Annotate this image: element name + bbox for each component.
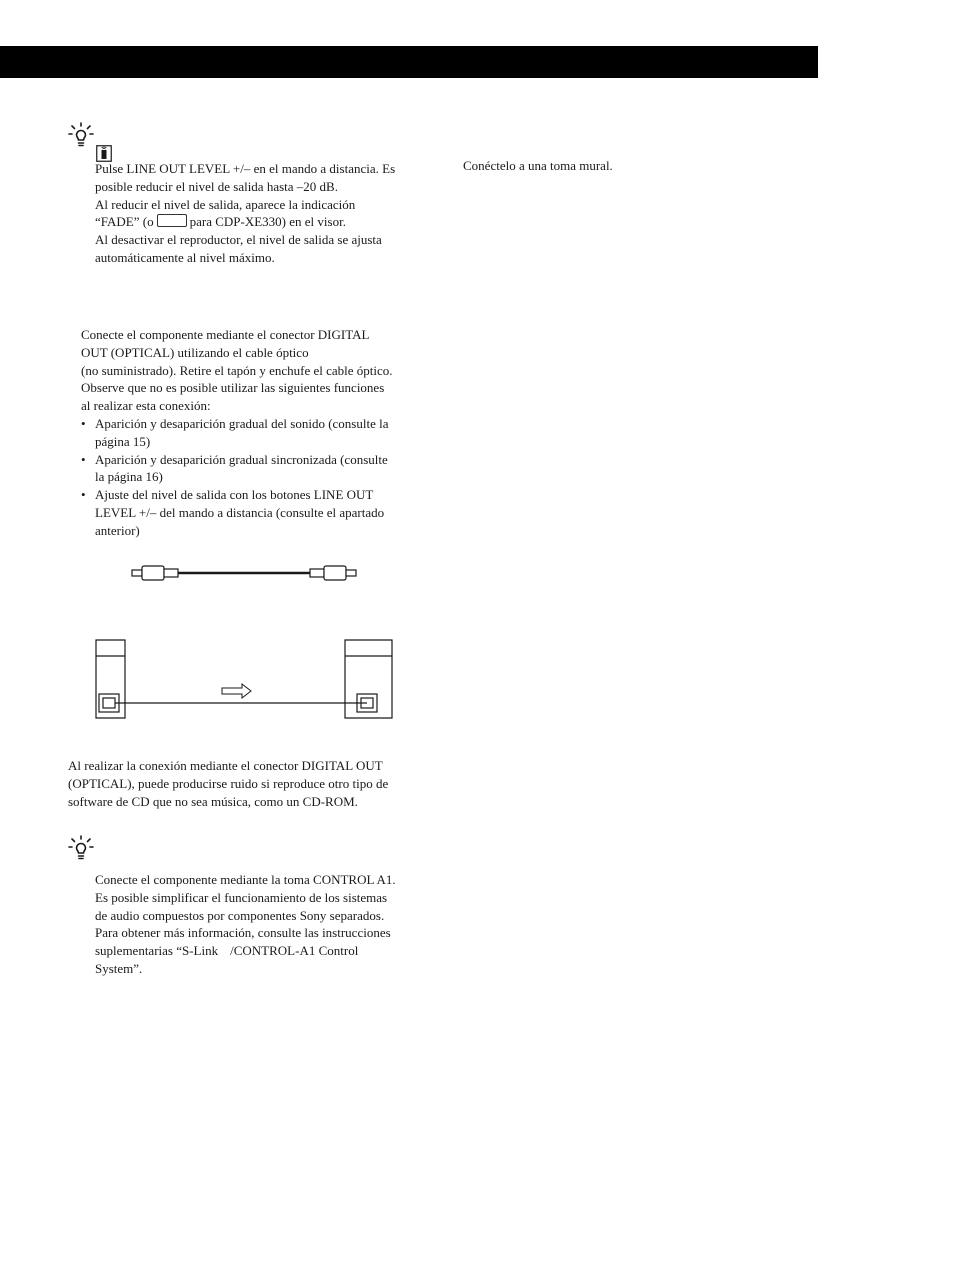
display-indicator-icon [157, 214, 187, 227]
tip2-text [95, 871, 435, 978]
tip1-line: Pulse LINE OUT LEVEL +/– en el mando a distancia. Es [95, 161, 396, 176]
tip1-line: Al desactivar el reproductor, el nivel de salida se ajusta [95, 232, 382, 248]
slink-text-after: /CONTROL-A1 Control [230, 943, 359, 959]
tip1-line: Al reducir el nivel de salida, aparece la indicación [95, 196, 356, 212]
digital-limitations-list [81, 415, 431, 540]
fade-text-before: “FADE” (o [95, 214, 154, 230]
tip1-text [95, 160, 435, 267]
noise-note [68, 757, 438, 810]
tip2-line: Conecte el componente mediante la toma CONTROL A1. [95, 872, 396, 887]
digital-intro-line: (no suministrado). Retire el tapón y enchufe el cable óptico. [81, 362, 393, 378]
lightbulb-tip-icon [68, 122, 94, 148]
note-line: Al realizar la conexión mediante el conector DIGITAL OUT [68, 758, 383, 773]
note-line: (OPTICAL), puede producirse ruido si reproduce otro tipo de [68, 775, 389, 791]
list-item: • Aparición y desaparición gradual sincronizada (consulte la página 16) [81, 451, 431, 487]
tip1-line: automáticamente al nivel máximo. [95, 249, 275, 265]
slink-text-before: suplementarias “S-Link [95, 943, 219, 959]
list-item: • Ajuste del nivel de salida con los botones LINE OUT LEVEL +/– del mando a distancia (consulte el apartado anterior) [81, 486, 431, 539]
tip1-line: posible reducir el nivel de salida hasta –20 dB. [95, 178, 338, 194]
connection-diagram [94, 636, 396, 722]
tip2-line: Es posible simplificar el funcionamiento de los sistemas [95, 889, 388, 905]
fade-text-after: para CDP-XE330) en el visor. [189, 214, 346, 230]
list-item: • Aparición y desaparición gradual del sonido (consulte la página 15) [81, 415, 431, 451]
digital-intro-line: OUT (OPTICAL) utilizando el cable óptico [81, 344, 309, 360]
digital-intro-line: Observe que no es posible utilizar las siguientes funciones [81, 380, 385, 396]
optical-cable-illustration [128, 560, 360, 586]
header-bar [0, 46, 818, 78]
tip2-line: System”. [95, 960, 143, 976]
digital-intro-line: al realizar esta conexión: [81, 398, 211, 414]
digital-intro-line: Conecte el componente mediante el conector DIGITAL [81, 327, 370, 342]
digital-intro [81, 326, 431, 415]
wall-outlet-text: Conéctelo a una toma mural. [463, 158, 613, 173]
note-line: software de CD que no sea música, como un CD-ROM. [68, 793, 358, 809]
tip2-line: de audio compuestos por componentes Sony separados. [95, 907, 385, 923]
tip2-slink-line [95, 942, 435, 960]
lightbulb-tip-icon [68, 835, 94, 861]
tip1-fade-line [95, 213, 435, 231]
tip2-line: Para obtener más información, consulte las instrucciones [95, 925, 391, 941]
